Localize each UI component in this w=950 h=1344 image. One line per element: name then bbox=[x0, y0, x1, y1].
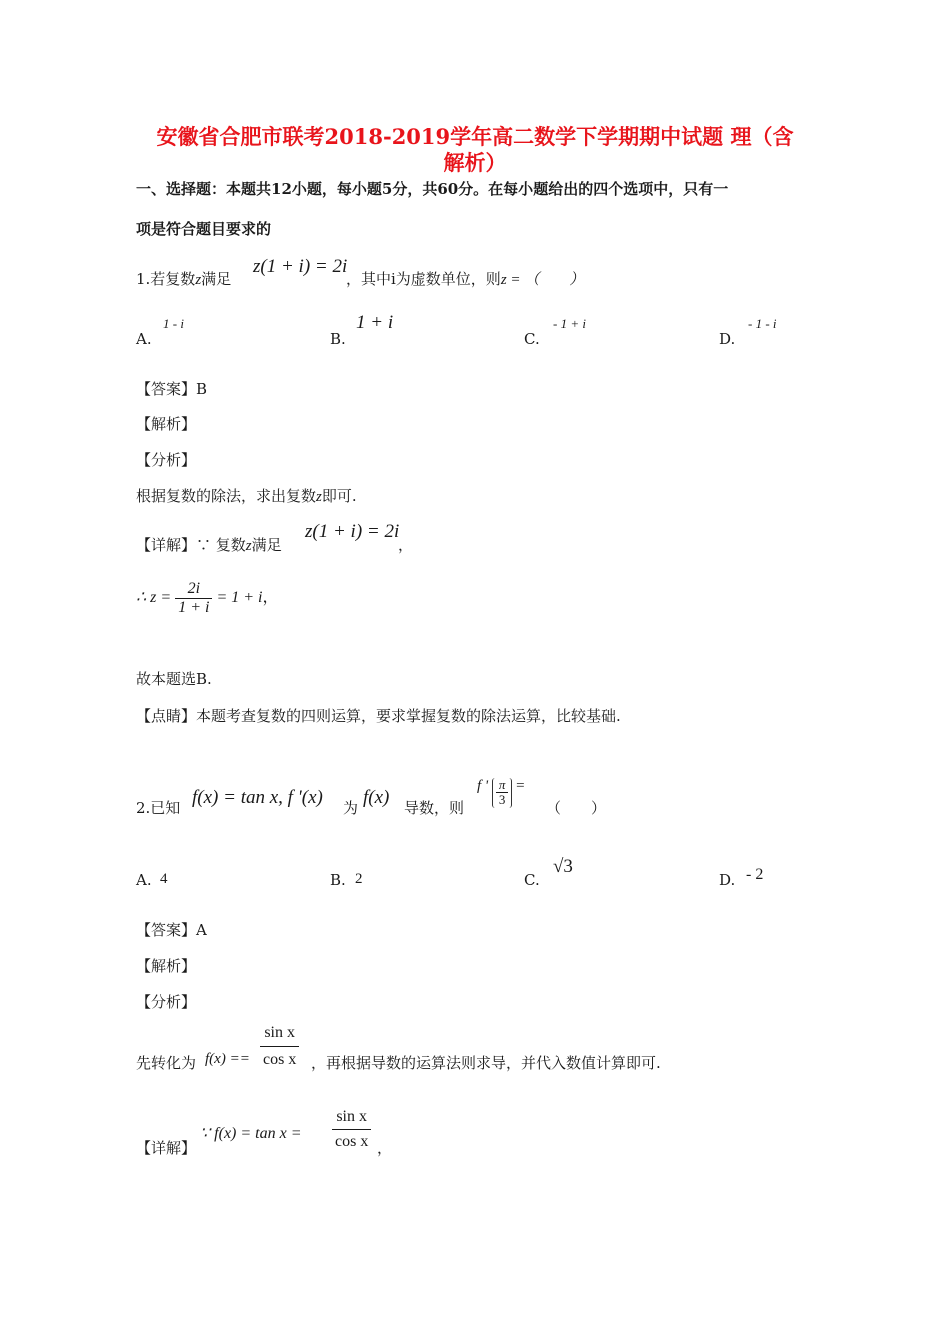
q1-detail-mid: 满足 bbox=[251, 536, 282, 554]
document-title-line1: 安徽省合肥市联考2018-2019学年高二数学下学期期中试题 理（含 bbox=[156, 124, 794, 149]
q2-option-d-label: D. bbox=[719, 871, 736, 889]
q1-stem-suffix bbox=[346, 268, 584, 289]
q1-result-end: ， bbox=[262, 588, 279, 606]
q2-option-a-value: 4 bbox=[160, 871, 168, 887]
section-heading-line1: 一、选择题：本题共12小题，每小题5分，共60分。在每小题给出的四个选项中，只有一 bbox=[136, 180, 729, 198]
q1-fraction bbox=[175, 580, 212, 616]
q1-result: = 1 + i bbox=[216, 588, 263, 606]
q2-option-b-label: B. bbox=[330, 871, 346, 889]
q1-option-d-label: D. bbox=[719, 330, 736, 348]
q2-detail-fraction bbox=[332, 1108, 371, 1150]
q2-pi-den: 3 bbox=[496, 792, 509, 807]
q1-fenxi: 【分析】 bbox=[136, 451, 197, 469]
q2-pi-fraction bbox=[496, 778, 509, 808]
q2-option-c-label: C. bbox=[524, 871, 540, 889]
section-heading-line2: 项是符合题目要求的 bbox=[136, 220, 272, 238]
q2-equals: = bbox=[516, 778, 525, 794]
q1-detail-var: z bbox=[245, 538, 252, 554]
q2-sin-x: sin x bbox=[264, 1024, 295, 1041]
q2-fenxi: 【分析】 bbox=[136, 993, 197, 1011]
q2-analysis-fx: f(x) == bbox=[205, 1051, 250, 1067]
q2-detail-equation: ∵ f(x) = tan x = bbox=[200, 1125, 302, 1142]
q1-eq-left: z(1 + i) bbox=[253, 256, 311, 277]
q1-ask: z = （ ） bbox=[500, 272, 585, 288]
q1-analysis bbox=[136, 485, 357, 506]
q2-function-def: f(x) = tan x, f '(x) bbox=[192, 787, 323, 808]
q2-pi-bracket bbox=[492, 778, 513, 808]
q2-prefix: 2.已知 bbox=[136, 799, 181, 817]
q1-detail bbox=[136, 534, 282, 555]
q1-eq-right: = 2i bbox=[314, 256, 348, 277]
q2-option-d-value: - 2 bbox=[746, 866, 764, 883]
q1-jiexi: 【解析】 bbox=[136, 415, 197, 433]
q1-analysis-var: z bbox=[316, 489, 322, 505]
q2-detail-head: 【详解】 bbox=[136, 1139, 197, 1157]
q2-jiexi: 【解析】 bbox=[136, 957, 197, 975]
q1-fraction-numerator: 2i bbox=[187, 580, 201, 597]
q2-detail-end: ， bbox=[377, 1139, 393, 1157]
q2-fprime: f ' bbox=[477, 778, 489, 794]
q1-equation bbox=[253, 256, 347, 278]
q1-analysis-end: 即可. bbox=[321, 487, 357, 505]
q2-fprime-expr bbox=[477, 778, 525, 808]
q1-therefore bbox=[136, 580, 279, 616]
q1-suffix: ，其中i为虚数单位，则 bbox=[346, 270, 501, 288]
q1-option-b-value: 1 + i bbox=[356, 312, 394, 333]
q1-mid: 满足 bbox=[201, 270, 232, 288]
q1-prefix: 1.若复数 bbox=[136, 270, 196, 288]
q2-option-b-value: 2 bbox=[355, 871, 363, 887]
q2-analysis-pre: 先转化为 bbox=[136, 1054, 197, 1072]
q1-stem bbox=[136, 268, 231, 289]
q2-cos-x: cos x bbox=[260, 1046, 299, 1069]
q1-option-a-label: A. bbox=[136, 330, 152, 348]
q2-fx: f(x) bbox=[363, 787, 390, 808]
q1-option-d-value: - 1 - i bbox=[748, 316, 777, 331]
q2-detail-fraction-wrap bbox=[332, 1108, 371, 1150]
q2-analysis-post: ，再根据导数的运算法则求导，并代入数值计算即可. bbox=[311, 1054, 661, 1072]
q1-option-c-value: - 1 + i bbox=[553, 316, 586, 331]
q2-wei: 为 bbox=[343, 799, 359, 817]
q1-detail-end: ， bbox=[398, 536, 414, 554]
q1-option-a-value: 1 - i bbox=[163, 316, 184, 331]
q1-option-b-label: B. bbox=[330, 330, 346, 348]
q2-option-c-value: √3 bbox=[553, 856, 573, 877]
q2-analysis-fraction bbox=[260, 1024, 299, 1068]
q1-fraction-denominator: 1 + i bbox=[175, 598, 212, 617]
q2-deriv-text: 导数，则 bbox=[404, 799, 465, 817]
q1-therefore-lhs: ∴ z = bbox=[136, 588, 172, 606]
q2-detail-cos: cos x bbox=[332, 1129, 371, 1151]
q2-pi-num: π bbox=[498, 777, 506, 792]
q1-detail-equation: z(1 + i) = 2i bbox=[305, 521, 400, 542]
q1-analysis-text: 根据复数的除法，求出复数 bbox=[136, 487, 317, 505]
q2-paren: （ ） bbox=[546, 799, 607, 817]
q1-comment: 【点睛】本题考查复数的四则运算，要求掌握复数的除法运算，比较基础. bbox=[136, 707, 621, 725]
document-title-line2: 解析） bbox=[443, 150, 507, 175]
q1-answer: 【答案】B bbox=[136, 380, 208, 398]
q1-option-c-label: C. bbox=[524, 330, 540, 348]
q1-var-z: z bbox=[195, 272, 202, 288]
q2-option-a-label: A. bbox=[136, 871, 152, 889]
q1-detail-head: 【详解】∵ 复数 bbox=[136, 536, 246, 554]
q2-detail-sin: sin x bbox=[336, 1108, 367, 1125]
q2-answer: 【答案】A bbox=[136, 921, 207, 939]
q2-sin-cos-fraction bbox=[260, 1024, 299, 1068]
q1-conclusion: 故本题选B. bbox=[136, 670, 212, 688]
